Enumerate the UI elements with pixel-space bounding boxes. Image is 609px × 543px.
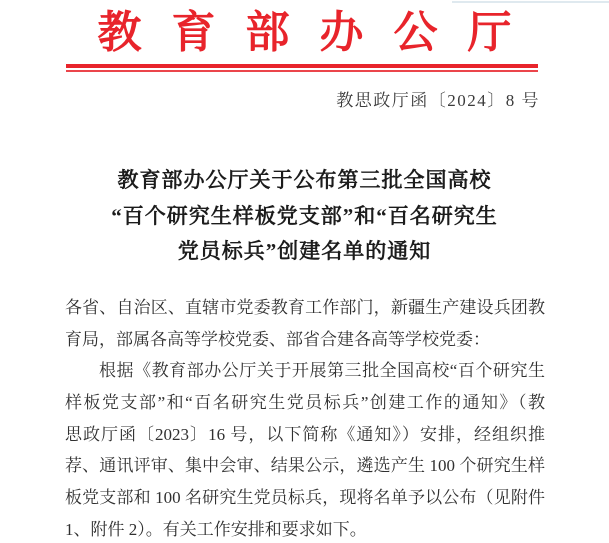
body-line: 1、附件 2）。有关工作安排和要求如下。 [65,519,367,539]
scan-artifact-line [452,1,609,3]
red-divider-thin-line [66,70,538,72]
body-line: 各省、自治区、直辖市党委教育工作部门，新疆生产建设兵团教 [65,298,545,317]
body-line: 荐、通讯评审、集中会审、结果公示，遴选产生 100 个研究生样 [65,456,545,476]
body-line: 根据《教育部办公厅关于开展第三批全国高校“百个研究生 [99,361,545,381]
issuing-agency-title: 教育部办公厅 [97,8,542,57]
body-line: 样板党支部”和“百名研究生党员标兵”创建工作的通知》（教 [65,393,545,413]
notice-title-line-1: 教育部办公厅关于公布第三批全国高校 [117,168,492,192]
red-divider-thick-line [66,64,538,68]
notice-body [65,292,545,543]
body-line: 育局，部属各高等学校党委、部省合建各高等学校党委： [65,329,490,349]
body-line: 板党支部和 100 名研究生党员标兵，现将名单予以公布（见附件 [65,488,545,508]
document-number: 教思政厅函〔2024〕8 号 [336,91,540,110]
notice-title [0,163,609,270]
notice-title-line-3: 党员标兵”创建名单的通知 [177,239,432,263]
notice-title-line-2: “百个研究生样板党支部”和“百名研究生 [111,203,498,228]
body-line: 思政厅函〔2023〕16 号，以下简称《通知》）安排，经组织推 [65,424,545,444]
